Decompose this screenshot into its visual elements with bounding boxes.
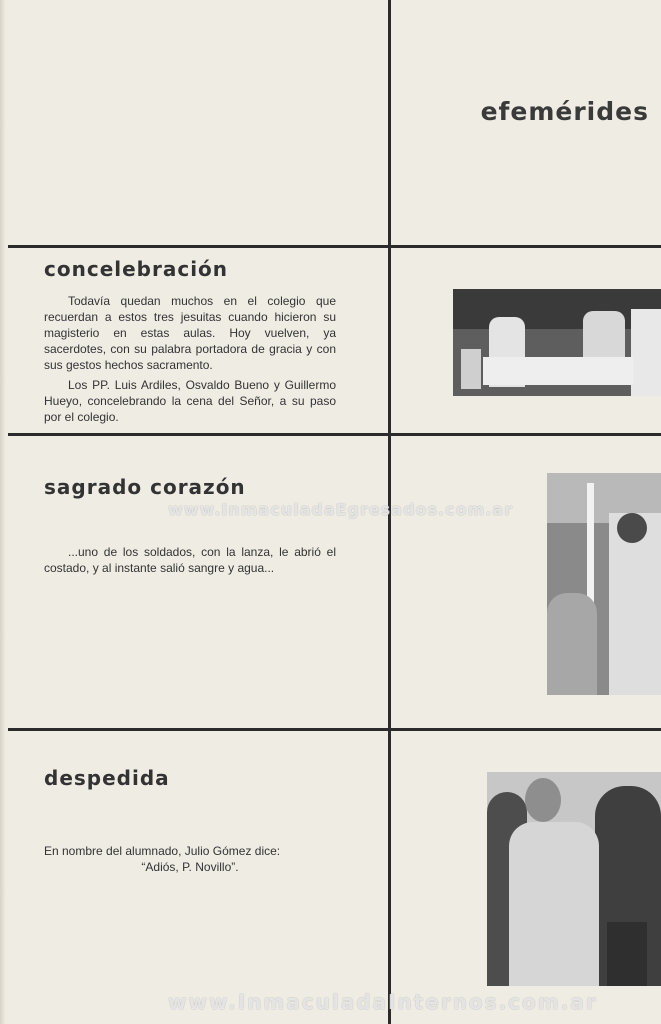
page-title: efemérides [480, 97, 649, 126]
photo-concelebration [453, 289, 661, 396]
photo-sacred-heart [547, 473, 661, 695]
paragraph: Los PP. Luis Ardiles, Osvaldo Bueno y Guillermo Hueyo, concelebrando la cena del Señor, a su paso por el colegio. [44, 378, 336, 424]
watermark-egresados: www.InmaculadaEgresados.com.ar [168, 500, 514, 519]
farewell-line-2: “Adiós, P. Novillo”. [141, 860, 239, 874]
watermark-internos: www.InmaculadaInternos.com.ar [168, 990, 598, 1014]
photo-farewell [487, 772, 661, 986]
farewell-line-1: En nombre del alumnado, Julio Gómez dice: [44, 844, 281, 858]
paragraph: Todavía quedan muchos en el colegio que recuerdan a estos tres jesuitas cuando hicieron su magisterio en estas aulas. Hoy vuelven, ya sacerdotes, con su palabra portadora de gracia y con sus gestos hechos sacramento. [44, 294, 336, 372]
section-text-despedida [44, 843, 336, 875]
section-text-concelebracion [44, 293, 336, 429]
page-edge [0, 0, 6, 1024]
divider-2 [8, 433, 661, 436]
paragraph: ...uno de los soldados, con la lanza, le abrió el costado, y al instante salió sangre y agua... [44, 545, 336, 575]
section-text-sagrado-corazon [44, 544, 336, 580]
divider-1 [8, 245, 661, 248]
divider-3 [8, 728, 661, 731]
section-title-despedida: despedida [44, 766, 170, 790]
section-title-sagrado-corazon: sagrado corazón [44, 475, 246, 499]
section-title-concelebracion: concelebración [44, 257, 229, 281]
